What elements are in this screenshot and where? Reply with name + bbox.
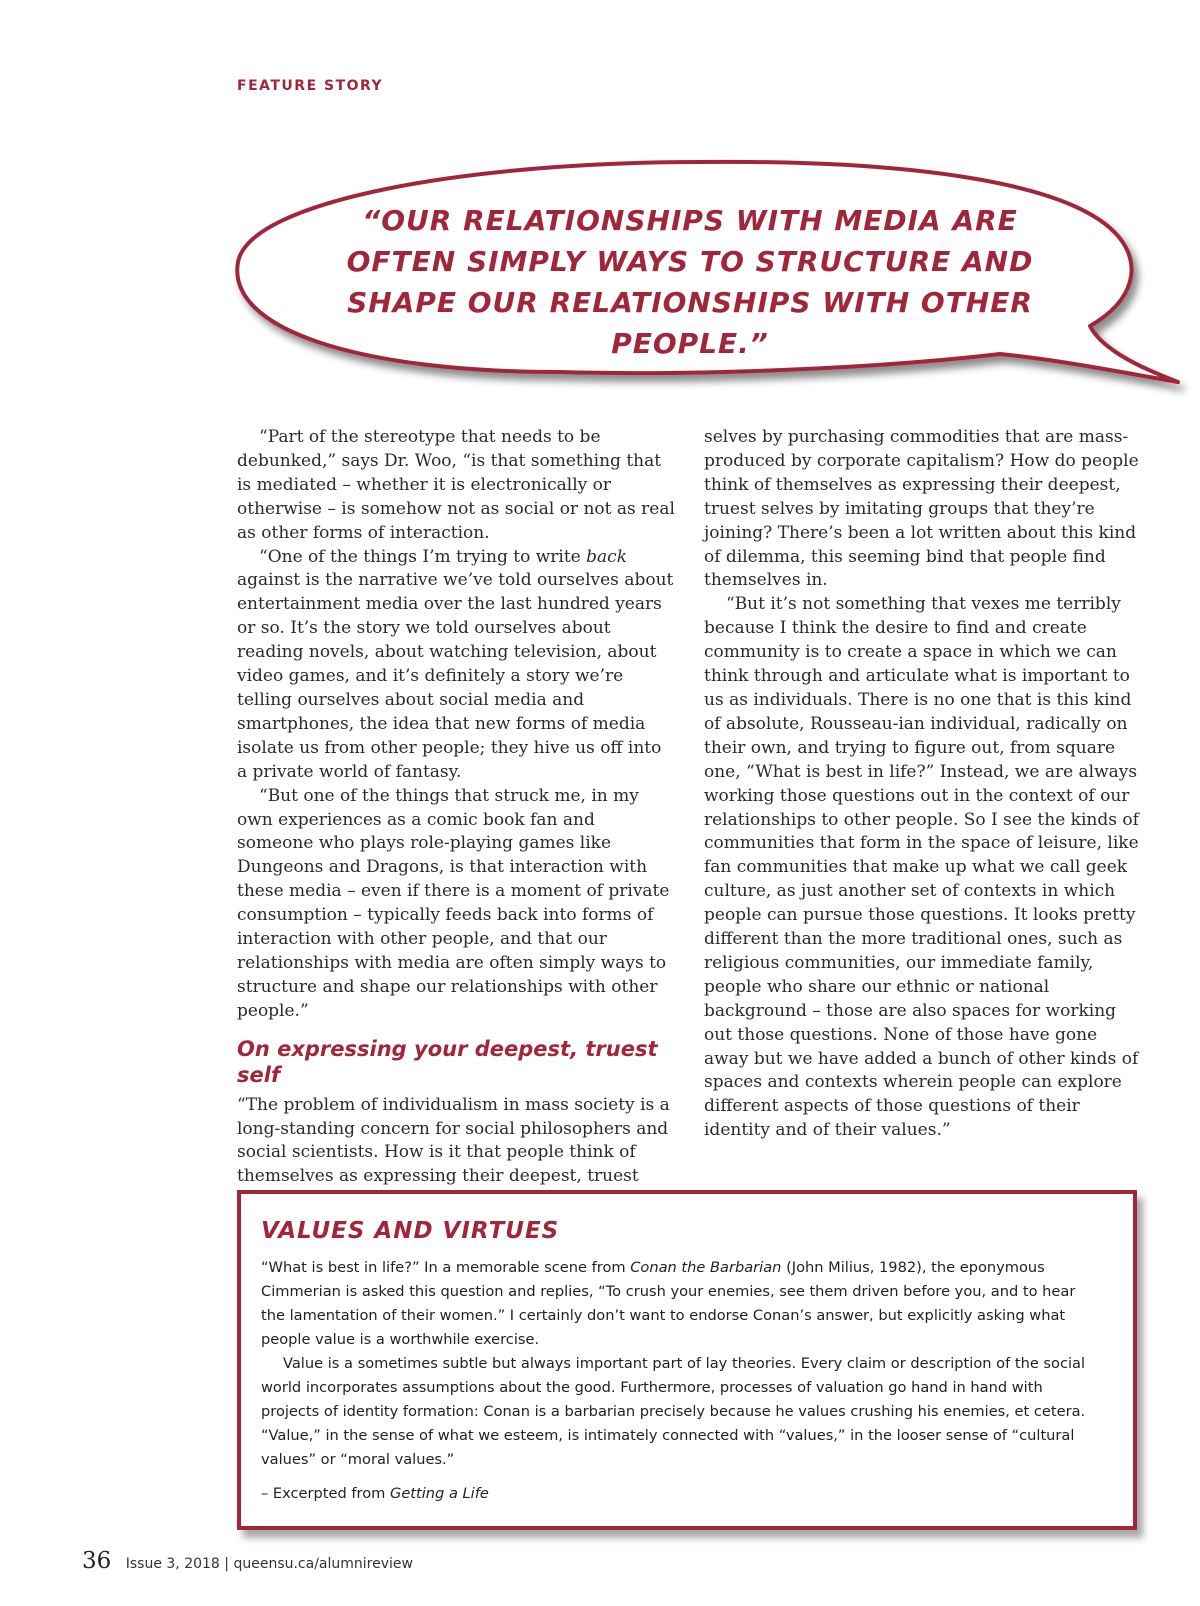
speech-bubble <box>0 0 1200 420</box>
sidebar-box <box>237 1190 1137 1530</box>
paragraph: “But it’s not something that vexes me terribly because I think the desire to find and create community is to create a space in which we can think through and articulate what is important to us as individuals. There is no one that is this kind of absolute, Rousseau-ian individual, radically on their own, and trying to figure out, from square one, “What is best in life?” Instead, we are always working those questions out in the context of our relationships to other people. So I see the kinds of communities that form in the space of leisure, like fan communities that make up what we call geek culture, as just another set of contexts in which people can pursue those questions. It looks pretty different than the more traditional ones, such as religious communities, our immediate family, people who share our ethnic or national background – those are also spaces for working out those questions. None of those have gone away but we have added a bunch of other kinds of spaces and contexts wherein people can explore different aspects of those questions of their identity and of their values.” <box>704 594 1139 1141</box>
sidebar-paragraph: “What is best in life?” In a memorable scene from Conan the Barbarian (John Milius, 1982), the eponymous Cimmerian is asked this question and replies, “To crush your enemies, see them driven before you, and to hear the lamentation of their women.” I certainly don’t want to endorse Conan’s answer, but explicitly asking what people value is a worthwhile exercise. <box>261 1259 1076 1348</box>
paragraph: “One of the things I’m trying to write back against is the narrative we’ve told ourselves about entertainment media over the last hundred years or so. It’s the story we told ourselves about reading novels, about watching television, about video games, and it’s definitely a story we’re telling ourselves about social media and smartphones, the idea that new forms of media isolate us from other people; they hive us off into a private world of fantasy. <box>237 546 674 782</box>
sidebar-credit: – Excerpted from Getting a Life <box>261 1485 489 1502</box>
sidebar-paragraph: Value is a sometimes subtle but always important part of lay theories. Every claim or description of the social world incorporates assumptions about the good. Furthermore, processes of valuation go hand in hand with projects of identity formation: Conan is a barbarian precisely because he values crushing his enemies, et cetera. “Value,” in the sense of what we esteem, is intimately connected with “values,” in the looser sense of “cultural values” or “moral values.” <box>261 1355 1086 1468</box>
paragraph: “Part of the stereotype that needs to be debunked,” says Dr. Woo, “is that something that is mediated – whether it is electronically or otherwise – is somehow not as social or not as real as other forms of interaction. <box>237 427 675 543</box>
section-subheading: On expressing your deepest, truest self <box>237 1036 658 1087</box>
page-footer <box>82 1548 413 1574</box>
paragraph: selves by purchasing commodities that are mass-produced by corporate capitalism? How do people think of themselves as expressing their deepest, truest selves by imitating groups that they’re joining? There’s been a lot written about this kind of dilemma, this seeming bind that people find themselves in. <box>704 427 1139 591</box>
page-number: 36 <box>82 1548 112 1574</box>
article-column-right <box>704 426 1142 1143</box>
paragraph: “The problem of individualism in mass society is a long-standing concern for social philosophers and social scientists. How is it that people think of themselves as expressing their deepest, truest <box>237 1094 670 1187</box>
pull-quote: “OUR RELATIONSHIPS WITH MEDIA ARE OFTEN SIMPLY WAYS TO STRUCTURE AND SHAPE OUR RELATIONSHIPS WITH OTHER PEOPLE.” <box>346 204 1034 360</box>
article-column-left <box>237 426 675 1189</box>
issue-label: Issue 3, 2018 <box>125 1556 220 1572</box>
footer-url: queensu.ca/alumnireview <box>233 1556 413 1572</box>
paragraph: “But one of the things that struck me, in my own experiences as a comic book fan and someone who plays role-playing games like Dungeons and Dragons, is that interaction with these media – even if there is a moment of private consumption – typically feeds back into forms of interaction with other people, and that our relationships with media are often simply ways to structure and shape our relationships with other people.” <box>237 785 670 1021</box>
sidebar-title: VALUES AND VIRTUES <box>261 1218 560 1244</box>
section-kicker: FEATURE STORY <box>237 78 384 94</box>
footer-separator: | <box>224 1556 229 1572</box>
